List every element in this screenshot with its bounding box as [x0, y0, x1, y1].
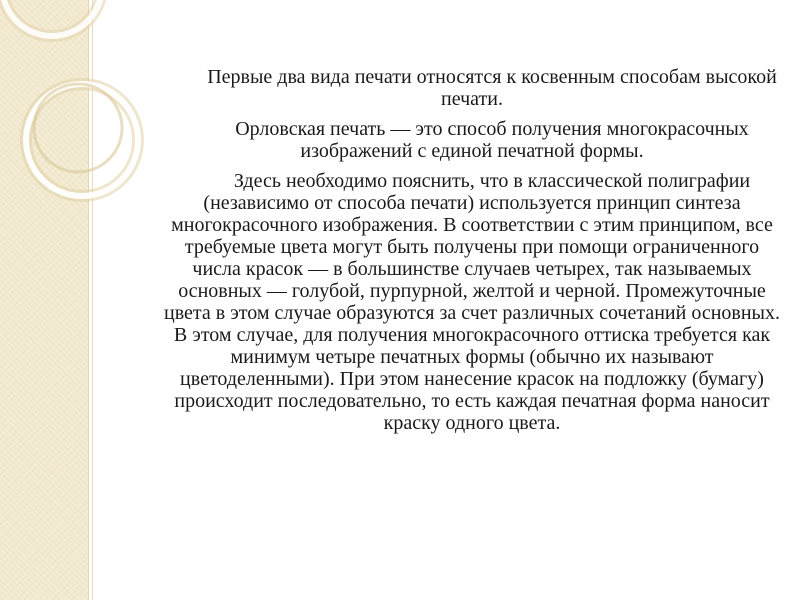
paragraph-color-synthesis: Здесь необходимо пояснить, что в классической полиграфии (независимо от способа печати) используется принцип синтеза многокрасочного изображения. В соответствии с этим принципом, все требуемые цвета могут быть получены при помощи ограниченного числа красок — в большинстве случаев четырех, так называемых основных — голубой, пурпурной, желтой и черной. Промежуточные цвета в этом случае образуются за счет различных сочетаний основных. В этом случае, для получения многокрасочного оттиска требуется как минимум четыре печатных формы (обычно их называют цветоделенными). При этом нанесение красок на подложку (бумагу) происходит последовательно, то есть каждая печатная форма наносит краску одного цвета. — [163, 170, 780, 434]
decorative-ring-inner — [34, 84, 122, 172]
paragraph-orlov-printing: Орловская печать — это способ получения многокрасочных изображений с единой печатной формы. — [235, 118, 749, 162]
body-text — [160, 66, 784, 434]
paragraph-intro: Первые два вида печати относятся к косвенным способам высокой печати. — [207, 66, 777, 110]
